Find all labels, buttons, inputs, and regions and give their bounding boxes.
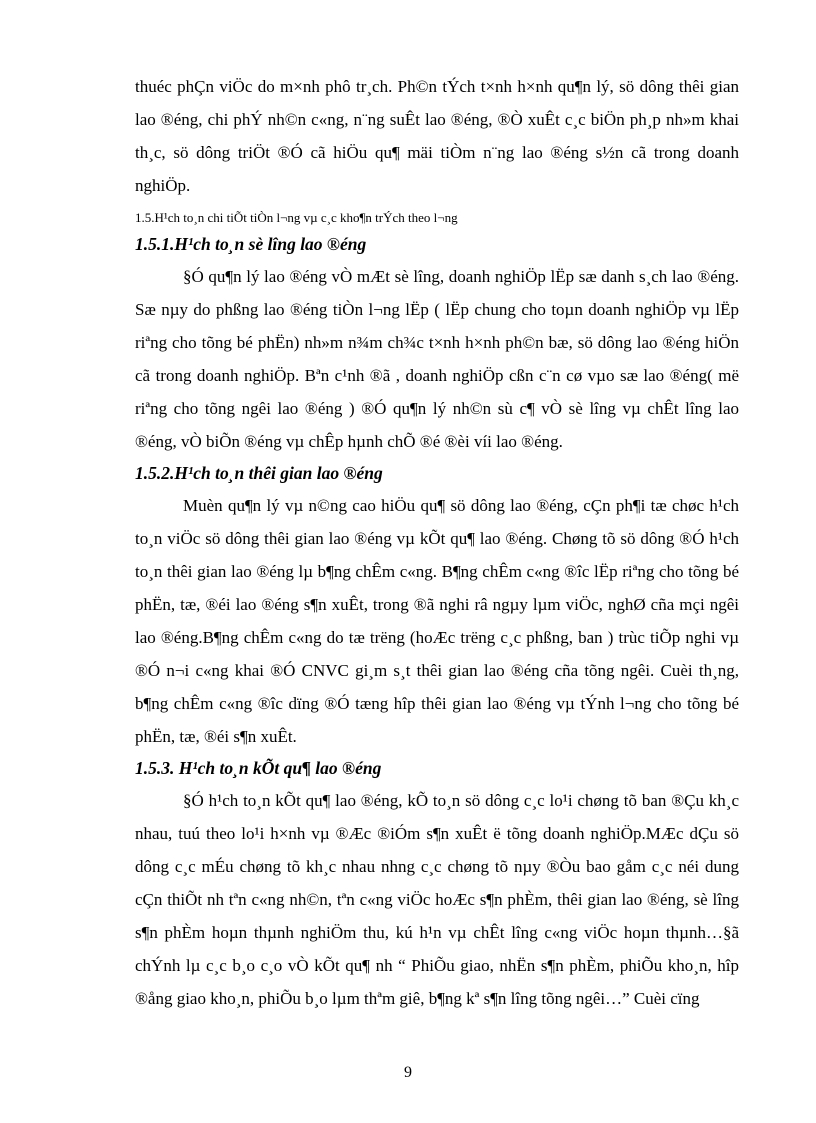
subsection-heading-2: 1.5.2.H¹ch to¸n thêi gian lao ®éng — [135, 463, 383, 483]
page-content — [135, 70, 739, 1015]
subsection-paragraph-3: §Ó h¹ch to¸n kÕt qu¶ lao ®éng, kÕ to¸n sö dông c¸c lo¹i chøng tõ ban ®Çu kh¸c nhau, tuú theo lo¹i h×nh vµ ®Æc ®iÓm s¶n xuÊt ë tõng doanh nghiÖp.MÆc dÇu sö dông c¸c mÉu chøng tõ kh¸c nhau nhng c¸c chøng tõ nµy ®Òu bao gåm c¸c néi dung cÇn thiÕt nh tªn c«ng nh©n, tªn c«ng viÖc hoÆc s¶n phÈm, thêi gian lao ®éng, sè lîng s¶n phÈm hoµn thµnh nghiÖm thu, kú h¹n vµ chÊt lîng c«ng viÖc hoµn thµnh…§ã chÝnh lµ c¸c b¸o c¸o vÒ kÕt qu¶ nh “ PhiÕu giao, nhËn s¶n phÈm, phiÕu kho¸n, hîp ®ång giao kho¸n, phiÕu b¸o lµm thªm giê, b¶ng kª s¶n lîng tõng ngêi…” Cuèi cïng — [135, 791, 739, 1008]
subsection-heading-3: 1.5.3. H¹ch to¸n kÕt qu¶ lao ®éng — [135, 758, 382, 778]
subsection-paragraph-1: §Ó qu¶n lý lao ®éng vÒ mÆt sè lîng, doanh nghiÖp lËp sæ danh s¸ch lao ®éng. Sæ nµy do phßng lao ®éng tiÒn l¬ng lËp ( lËp chung cho toµn doanh nghiÖp vµ lËp riªng cho tõng bé phËn) nh»m n¾m ch¾c t×nh h×nh ph©n bæ, sö dông lao ®éng hiÖn cã trong doanh nghiÖp. Bªn c¹nh ®ã , doanh nghiÖp cßn c¨n cø vµo sæ lao ®éng( më riªng cho tõng ngêi lao ®éng ) ®Ó qu¶n lý nh©n sù c¶ vÒ sè lîng vµ chÊt lîng lao ®éng, vÒ biÕn ®éng vµ chÊp hµnh chÕ ®é ®èi víi lao ®éng. — [135, 267, 739, 451]
section-title: 1.5.H¹ch to¸n chi tiÕt tiÒn l¬ng vµ c¸c kho¶n trÝch theo l¬ng — [135, 210, 458, 225]
subsection-heading-1: 1.5.1.H¹ch to¸n sè lîng lao ®éng — [135, 234, 367, 254]
subsection-paragraph-2: Muèn qu¶n lý vµ n©ng cao hiÖu qu¶ sö dông lao ®éng, cÇn ph¶i tæ chøc h¹ch to¸n viÖc sö dông thêi gian lao ®éng vµ kÕt qu¶ lao ®éng. Chøng tõ sö dông ®Ó h¹ch to¸n thêi gian lao ®éng lµ b¶ng chÊm c«ng. B¶ng chÊm c«ng ®îc lËp riªng cho tõng bé phËn, tæ, ®éi lao ®éng s¶n xuÊt, trong ®ã nghi râ ngµy lµm viÖc, nghØ cña mçi ngêi lao ®éng.B¶ng chÊm c«ng do tæ trëng (hoÆc trëng c¸c phßng, ban ) trùc tiÕp nghi vµ ®Ó n¬i c«ng khai ®Ó CNVC gi¸m s¸t thêi gian lao ®éng cña tõng ngêi. Cuèi th¸ng, b¶ng chÊm c«ng ®îc dïng ®Ó tæng hîp thêi gian lao ®éng vµ tÝnh l¬ng cho tõng bé phËn, tæ, ®éi s¶n xuÊt. — [135, 496, 739, 746]
page-number: 9 — [404, 1064, 412, 1081]
intro-paragraph: thuéc phÇn viÖc do m×nh phô tr¸ch. Ph©n tÝch t×nh h×nh qu¶n lý, sö dông thêi gian lao ®éng, chi phÝ nh©n c«ng, n¨ng suÊt lao ®éng, ®Ò xuÊt c¸c biÖn ph¸p nh»m khai th¸c, sö dông triÖt ®Ó cã hiÖu qu¶ mäi tiÒm n¨ng lao ®éng s½n cã trong doanh nghiÖp. — [135, 77, 739, 195]
